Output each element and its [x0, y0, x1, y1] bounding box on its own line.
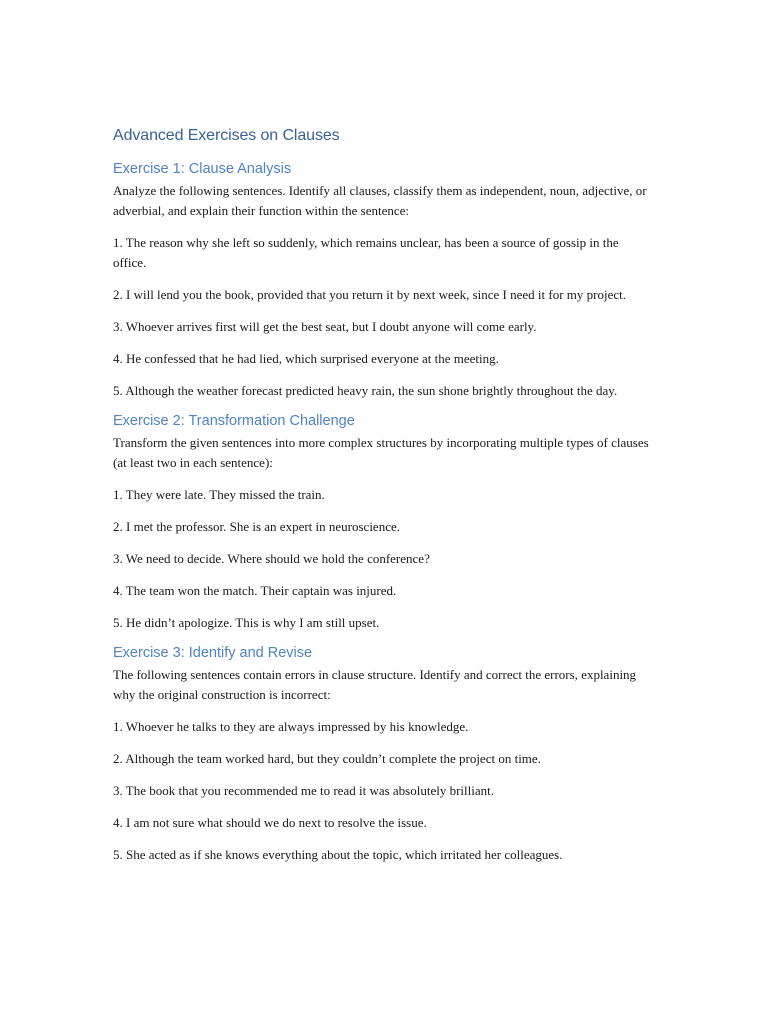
exercise-2-item: 4. The team won the match. Their captain was injured. — [113, 583, 397, 598]
exercise-1-instructions: Analyze the following sentences. Identify all clauses, classify them as independent, noun, adjective, or adverbial, and explain their function within the sentence: — [113, 183, 647, 218]
exercise-3-item: 5. She acted as if she knows everything about the topic, which irritated her colleagues. — [113, 847, 563, 862]
exercise-2-item: 2. I met the professor. She is an expert in neuroscience. — [113, 519, 400, 534]
exercise-3-item: 3. The book that you recommended me to read it was absolutely brilliant. — [113, 783, 494, 798]
document-title: Advanced Exercises on Clauses — [113, 127, 340, 144]
exercise-3-item: 1. Whoever he talks to they are always impressed by his knowledge. — [113, 719, 469, 734]
exercise-3-instructions: The following sentences contain errors in clause structure. Identify and correct the errors, explaining why the original construction is incorrect: — [113, 667, 637, 702]
exercise-3-heading: Exercise 3: Identify and Revise — [113, 645, 313, 661]
exercise-3-item: 2. Although the team worked hard, but they couldn’t complete the project on time. — [113, 751, 541, 766]
exercise-1-heading: Exercise 1: Clause Analysis — [113, 161, 292, 177]
exercise-2-section — [113, 411, 653, 633]
exercise-1-item: 2. I will lend you the book, provided that you return it by next week, since I need it for my project. — [113, 287, 627, 302]
exercise-2-heading: Exercise 2: Transformation Challenge — [113, 413, 355, 429]
exercise-3-section — [113, 643, 653, 865]
exercise-1-item: 5. Although the weather forecast predicted heavy rain, the sun shone brightly throughout the day. — [113, 383, 618, 398]
exercise-1-section — [113, 159, 653, 401]
exercise-2-item: 1. They were late. They missed the train. — [113, 487, 325, 502]
exercise-1-item: 1. The reason why she left so suddenly, which remains unclear, has been a source of gossip in the office. — [113, 235, 619, 270]
exercise-2-item: 3. We need to decide. Where should we hold the conference? — [113, 551, 430, 566]
exercise-1-item: 4. He confessed that he had lied, which surprised everyone at the meeting. — [113, 351, 499, 366]
document-page — [113, 125, 653, 877]
exercise-2-instructions: Transform the given sentences into more complex structures by incorporating multiple types of clauses (at least two in each sentence): — [113, 435, 649, 470]
exercise-3-item: 4. I am not sure what should we do next to resolve the issue. — [113, 815, 427, 830]
exercise-2-item: 5. He didn’t apologize. This is why I am still upset. — [113, 615, 380, 630]
exercise-1-item: 3. Whoever arrives first will get the best seat, but I doubt anyone will come early. — [113, 319, 537, 334]
